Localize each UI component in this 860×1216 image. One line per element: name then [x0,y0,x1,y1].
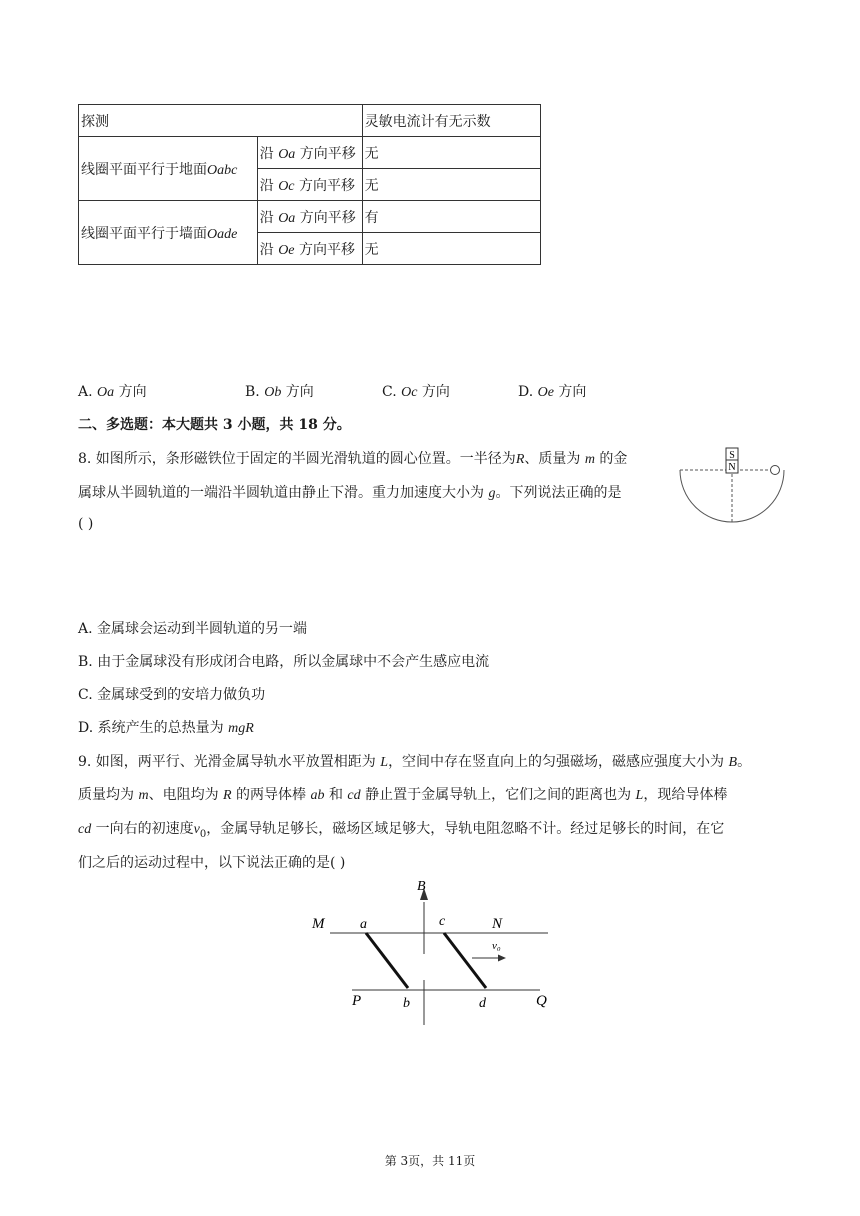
math-symbol: cd [78,822,92,837]
q8-option-a[interactable]: A. 金属球会运动到半圆轨道的另一端 [78,621,308,637]
q9-figure [300,872,560,1032]
plane-symbol: Oabc [207,162,238,178]
b-label: B [417,879,426,894]
section-text: 分。 [322,417,351,433]
plane-label: 线圈平面平行于地面 [81,161,207,178]
math-symbol: m [584,452,595,467]
metal-ball [771,466,780,475]
dir-post: 方向平移 [298,241,355,258]
stem-text: 属球从半圆轨道的一端沿半圆轨道由静止下滑。重力加速度大小为 [78,485,484,501]
option-symbol: Oe [537,385,554,400]
math-symbol: R [515,452,525,467]
option-symbol: Ob [264,385,282,400]
table-cell-result: 无 [362,169,540,201]
q8-option-d[interactable] [78,717,254,737]
dir-post: 方向平移 [299,209,356,226]
q8-option-c[interactable]: C. 金属球受到的安培力做负功 [78,687,266,703]
dir-pre: 沿 [259,145,274,162]
q9-stem-line-1 [78,751,751,771]
table-cell-plane-ground [79,137,258,201]
dir-post: 方向平移 [299,145,356,162]
q9-stem-line-2 [78,784,727,804]
stem-text: 质量均为 [78,787,134,803]
option-text: 方向 [421,384,450,400]
math-symbol: L [380,755,389,770]
math-symbol: m [138,788,149,803]
option-text: 方向 [558,384,587,400]
q9-stem-line-3 [78,818,724,840]
stem-text: 的金 [599,451,628,467]
math-symbol: g [488,486,496,501]
table-cell-direction [257,201,362,233]
table-cell-result: 有 [362,201,540,233]
page-footer: 第 3页，共 11页 [384,1154,476,1168]
q8-stem-line-2 [78,482,621,502]
q9-stem-line-4: 们之后的运动过程中，以下说法正确的是( ) [78,855,346,871]
table-row [79,201,541,233]
stem-text: 和 [328,787,343,803]
stem-text: 。 [737,754,752,770]
table-row [79,137,541,169]
table-header-row [79,105,541,137]
stem-text: 的两导体棒 [236,787,307,803]
q8-option-b[interactable]: B. 由于金属球没有形成闭合电路，所以金属球中不会产生感应电流 [78,654,490,670]
label-q: Q [536,993,547,1009]
dir-symbol: Oa [278,210,296,226]
option-symbol: Oc [401,385,418,400]
q8-figure [676,442,786,526]
q8-answer-blank: ( ) [78,516,94,532]
math-symbol: R [223,788,232,803]
option-letter: C. [382,384,397,400]
stem-text: ，金属导轨足够长，磁场区域足够大，导轨电阻忽略不计。经过足够长的时间，在它 [206,821,725,837]
dir-symbol: Oc [278,178,295,194]
math-symbol: cd [347,788,361,803]
table-cell-result: 无 [362,137,540,169]
table-cell-plane-wall [79,201,258,265]
table-cell-direction [257,169,362,201]
option-text: D. 系统产生的总热量为 [78,720,224,736]
table-cell-direction [257,137,362,169]
math-symbol: ab [310,788,325,803]
q7-option-d[interactable] [518,381,586,401]
stem-text: 一向右的初速度 [95,821,194,837]
label-b: b [403,996,410,1011]
magnet-n-label: N [728,462,736,473]
table-cell-direction [257,233,362,265]
math-symbol: B [728,755,738,770]
label-d: d [479,996,486,1011]
stem-text: ，空间中存在竖直向上的匀强磁场，磁感应强度大小为 [388,754,725,770]
v0-label: v₀ [492,940,501,952]
v0-arrow-head [498,955,506,962]
dir-pre: 沿 [259,177,274,194]
question-count: 3 [222,417,233,433]
magnet-s-label: S [729,450,735,461]
dir-post: 方向平移 [298,177,355,194]
math-subscript: 0 [199,828,207,840]
stem-text: 、质量为 [524,451,581,467]
score-count: 18 [298,417,318,433]
math-symbol: mgR [228,721,254,736]
dir-symbol: Oe [278,242,295,258]
q7-option-a[interactable] [78,381,147,401]
option-letter: D. [518,384,534,400]
math-symbol: L [635,788,644,803]
stem-text: 9. 如图，两平行、光滑金属导轨水平放置相距为 [78,754,376,770]
table-header-probe: 探测 [79,105,363,137]
math-symbol: v [193,822,200,837]
plane-label: 线圈平面平行于墙面 [81,225,207,242]
q7-option-c[interactable] [382,381,450,401]
q7-option-b[interactable] [245,381,314,401]
table-header-result: 灵敏电流计有无示数 [362,105,540,137]
stem-text: 静止置于金属导轨上，它们之间的距离也为 [365,787,632,803]
dir-symbol: Oa [278,146,296,162]
stem-text: 。下列说法正确的是 [495,485,622,501]
section-text: 二、多选题：本大题共 [78,417,218,433]
section-heading [78,414,351,434]
plane-symbol: Oade [207,226,238,242]
stem-text: 、电阻均为 [148,787,219,803]
probe-table [78,104,541,265]
option-text: 方向 [118,384,147,400]
label-a: a [360,917,367,932]
stem-text: ，现给导体棒 [643,787,728,803]
label-p: P [352,993,362,1009]
label-n: N [492,916,503,932]
q8-stem-line-1 [78,448,627,468]
option-symbol: Oa [97,385,115,400]
option-letter: A. [78,384,93,400]
option-text: 方向 [285,384,314,400]
label-c: c [439,914,446,929]
table-cell-result: 无 [362,233,540,265]
rod-ab [366,933,408,988]
rod-cd [444,933,486,988]
section-text: 小题，共 [237,417,294,433]
option-letter: B. [245,384,260,400]
dir-pre: 沿 [259,209,274,226]
stem-text: 8. 如图所示，条形磁铁位于固定的半圆光滑轨道的圆心位置。一半径为 [78,451,516,467]
dir-pre: 沿 [259,241,274,258]
label-m: M [312,916,325,932]
